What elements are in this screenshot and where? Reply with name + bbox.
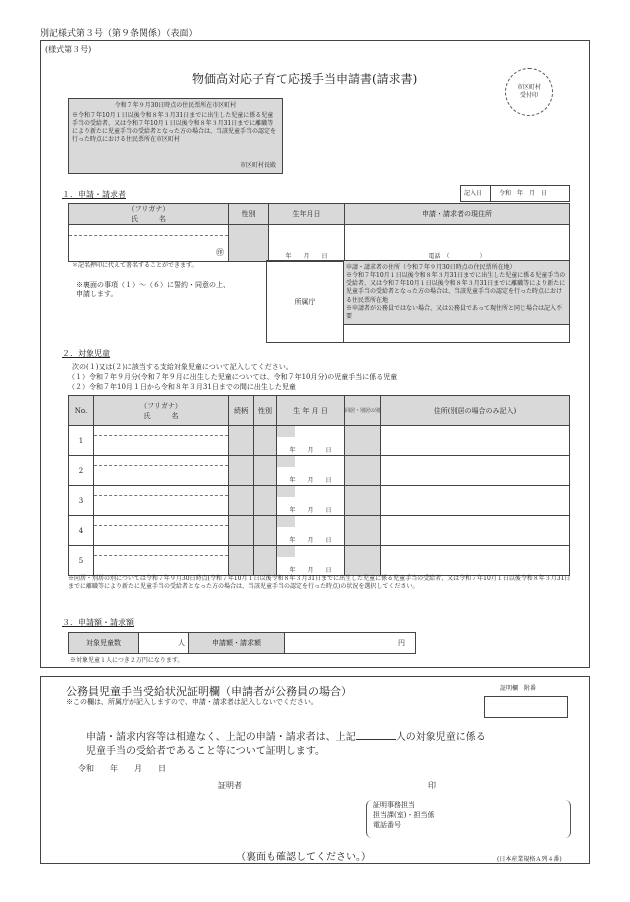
address-box: 令和７年９月30日時点の住民票所在市区町村 ※令和７年10月１日以後令和８年３月31日までに出生した児童に係る児童手当の受給者、又は令和７年10月１日以後令和８年３月31日までに離職等により新たに児童手当の受給者となった方の場合は、当該児童手当の認定を行った時点における住民票所在市区町村 市区町村長殿 <box>68 98 283 174</box>
child-address-field[interactable] <box>381 456 570 486</box>
section2-title: ２．対象児童 <box>62 349 110 358</box>
children-note: ※同居・別居の別については令和７年９月30日時点(令和７年10月１日以後令和８年３月31日までに出生した児童に係る児童手当の受給者、又は令和７年10月１日以後令和８年３月31日までに離職等により新たに児童手当の受給者となった方の場合は、当該児童手当の認定を行った時点)の状況を選択してください。 <box>68 575 571 591</box>
children-table: No. （フリガナ） 氏 名 続柄 性別 生 年 月 日 同居・別居の別 住所(別居の場合のみ記入) 1 年 月 日 2 年 月 日 3 年 月 日 4 年 月 日 5 年 月 日 <box>68 395 570 576</box>
certification-title: 公務員児童手当受給状況証明欄（申請者が公務員の場合） <box>66 685 352 698</box>
child-count-blank[interactable] <box>356 739 396 740</box>
child-relation-field[interactable] <box>229 516 254 546</box>
table-row: 3 年 月 日 <box>69 486 570 516</box>
cert-date: 令和 年 月 日 <box>78 764 166 773</box>
seal-note: ＊記名押印に代えて署名することができます。 <box>72 262 198 269</box>
official-address-field[interactable] <box>344 325 570 343</box>
child-gender-field[interactable] <box>254 516 277 546</box>
contact-box: 証明事務担当 担当課(室)・担当係 電話番号 <box>366 800 571 838</box>
document-title: 物価高対応子育て応援手当申請書(請求書) <box>192 72 418 86</box>
form-number: (様式第３号) <box>45 45 92 54</box>
certification-number-field[interactable] <box>484 696 568 718</box>
section1-title: １．申請・請求者 <box>62 190 126 199</box>
child-gender-field[interactable] <box>254 486 277 516</box>
child-relation-field[interactable] <box>229 426 254 456</box>
child-name-field[interactable] <box>94 426 229 456</box>
table-row: 5 年 月 日 <box>69 546 570 576</box>
child-name-field[interactable] <box>94 516 229 546</box>
child-address-field[interactable] <box>381 546 570 576</box>
child-name-field[interactable] <box>94 546 229 576</box>
applicant-name-field[interactable]: ㊞ <box>69 225 229 262</box>
child-name-field[interactable] <box>94 456 229 486</box>
child-gender-field[interactable] <box>254 546 277 576</box>
child-residence-field[interactable] <box>345 546 381 576</box>
child-residence-field[interactable] <box>345 456 381 486</box>
amount-field[interactable]: 円 <box>285 633 416 654</box>
section3-title: ３．申請額・請求額 <box>62 618 134 627</box>
applicant-address-field[interactable]: 電話 （ ） <box>345 225 570 262</box>
back-notice: （裏面も確認してください。） <box>236 852 371 863</box>
amount-table: 対象児童数 人 申請額・請求額 円 <box>68 632 416 654</box>
child-gender-field[interactable] <box>254 456 277 486</box>
office-table: 所属庁 申請・請求者の住所（令和７年９月30日時点の住民票所在地） ※令和７年10月１日以後令和８年３月31日までに出生した児童に係る児童手当の受給者、又は令和７年10月１日以後令和８年３月31日までに離職等により新たに児童手当の受給者となった方の場合は、当該児童手当の認定を行った時点における住民票所在地 ※申請者が公務員ではない場合、又は公務員であって現住所と同じ場合は記入不要 <box>266 260 570 343</box>
child-dob-field[interactable]: 年 月 日 <box>277 456 345 486</box>
child-relation-field[interactable] <box>229 456 254 486</box>
child-dob-field[interactable]: 年 月 日 <box>277 426 345 456</box>
child-address-field[interactable] <box>381 426 570 456</box>
child-relation-field[interactable] <box>229 546 254 576</box>
child-residence-field[interactable] <box>345 516 381 546</box>
child-name-field[interactable] <box>94 486 229 516</box>
table-row: 4 年 月 日 <box>69 516 570 546</box>
entry-date-box: 記入日 令和 年 月 日 <box>460 185 570 202</box>
applicant-gender-field[interactable] <box>229 225 269 262</box>
child-residence-field[interactable] <box>345 426 381 456</box>
applicant-table: （フリガナ） 氏 名 性別 生年月日 申請・請求者の現住所 ㊞ 年 月 日 電話 （ ） <box>68 203 570 262</box>
paper-size: (日本産業規格Ａ列４番) <box>497 856 562 863</box>
child-relation-field[interactable] <box>229 486 254 516</box>
pledge-text: ※裏面の事項（１）～（６）に誓約・同意の上、 申請します。 <box>76 281 230 299</box>
applicant-dob-field[interactable]: 年 月 日 <box>269 225 345 262</box>
reception-stamp: 市区町村 受付印 <box>505 68 553 116</box>
table-row: 2 年 月 日 <box>69 456 570 486</box>
child-count-field[interactable]: 人 <box>139 633 189 654</box>
table-row: 1 年 月 日 <box>69 426 570 456</box>
child-gender-field[interactable] <box>254 426 277 456</box>
child-residence-field[interactable] <box>345 486 381 516</box>
child-address-field[interactable] <box>381 486 570 516</box>
form-reference: 別記様式第３号（第９条関係）（表面） <box>40 29 198 39</box>
child-dob-field[interactable]: 年 月 日 <box>277 546 345 576</box>
child-dob-field[interactable]: 年 月 日 <box>277 486 345 516</box>
child-address-field[interactable] <box>381 516 570 546</box>
child-dob-field[interactable]: 年 月 日 <box>277 516 345 546</box>
